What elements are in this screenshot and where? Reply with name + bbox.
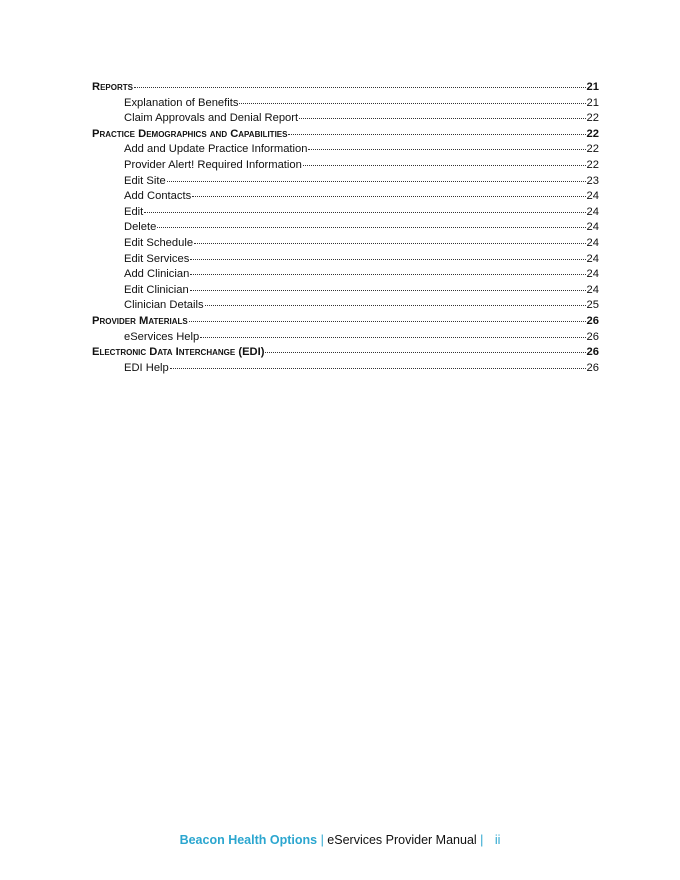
toc-entry-title: Edit Clinician bbox=[124, 283, 189, 296]
toc-page-number: 24 bbox=[586, 205, 599, 218]
table-of-contents bbox=[92, 80, 599, 376]
toc-leader-dots bbox=[157, 226, 585, 228]
toc-leader-dots bbox=[190, 289, 586, 291]
toc-leader-dots bbox=[200, 336, 585, 338]
footer-brand: Beacon Health Options bbox=[179, 833, 318, 847]
toc-page-number: 23 bbox=[586, 174, 599, 187]
toc-page-number: 22 bbox=[586, 158, 599, 171]
toc-section-entry[interactable] bbox=[92, 127, 599, 143]
toc-entry-title: Add Contacts bbox=[124, 190, 192, 203]
toc-leader-dots bbox=[239, 102, 585, 104]
toc-page-number: 21 bbox=[586, 81, 599, 93]
toc-page-number: 22 bbox=[586, 127, 599, 140]
toc-entry-title: Electronic Data Interchange (EDI) bbox=[92, 346, 265, 359]
toc-page-number: 26 bbox=[586, 330, 599, 343]
toc-entry-title: Edit Services bbox=[124, 252, 190, 265]
toc-page-number: 25 bbox=[586, 299, 599, 312]
toc-section-entry[interactable] bbox=[92, 80, 599, 96]
toc-page-number: 24 bbox=[586, 190, 599, 203]
toc-entry[interactable] bbox=[92, 236, 599, 252]
toc-leader-dots bbox=[288, 133, 585, 135]
toc-leader-dots bbox=[265, 351, 585, 353]
toc-entry-title: Edit bbox=[124, 205, 144, 218]
toc-entry-title: Clinician Details bbox=[124, 299, 204, 312]
toc-page-number: 24 bbox=[586, 268, 599, 281]
toc-leader-dots bbox=[194, 242, 586, 244]
footer-separator: | bbox=[317, 833, 328, 847]
toc-leader-dots bbox=[144, 211, 585, 213]
toc-entry-title: eServices Help bbox=[124, 330, 200, 343]
toc-entry-title: Claim Approvals and Denial Report bbox=[124, 112, 299, 125]
toc-leader-dots bbox=[134, 86, 586, 88]
toc-section-entry[interactable] bbox=[92, 314, 599, 330]
footer-page-number: ii bbox=[494, 833, 501, 847]
toc-entry[interactable] bbox=[92, 220, 599, 236]
toc-entry[interactable] bbox=[92, 96, 599, 112]
toc-page-number: 24 bbox=[586, 221, 599, 234]
toc-entry[interactable] bbox=[92, 111, 599, 127]
toc-entry-title: Explanation of Benefits bbox=[124, 96, 239, 109]
toc-page-number: 26 bbox=[586, 346, 599, 359]
toc-page-number: 22 bbox=[586, 112, 599, 125]
toc-entry-title: Add and Update Practice Information bbox=[124, 143, 308, 156]
toc-leader-dots bbox=[192, 195, 585, 197]
toc-leader-dots bbox=[205, 304, 586, 306]
toc-page-number: 24 bbox=[586, 252, 599, 265]
toc-entry[interactable] bbox=[92, 158, 599, 174]
toc-entry[interactable] bbox=[92, 252, 599, 268]
toc-page-number: 26 bbox=[586, 361, 599, 374]
toc-leader-dots bbox=[308, 148, 585, 150]
toc-entry-title: Add Clinician bbox=[124, 268, 190, 281]
toc-entry[interactable] bbox=[92, 361, 599, 377]
toc-page-number: 24 bbox=[586, 283, 599, 296]
footer-separator: | bbox=[476, 833, 487, 847]
toc-entry-title: Practice Demographics and Capabilities bbox=[92, 127, 288, 140]
toc-entry-title: Edit Site bbox=[124, 174, 166, 187]
toc-entry[interactable] bbox=[92, 142, 599, 158]
toc-entry-title: Provider Materials bbox=[92, 314, 188, 327]
toc-page-number: 22 bbox=[586, 143, 599, 156]
toc-entry[interactable] bbox=[92, 205, 599, 221]
toc-leader-dots bbox=[170, 367, 586, 369]
toc-entry[interactable] bbox=[92, 298, 599, 314]
toc-entry-title: Provider Alert! Required Information bbox=[124, 158, 302, 171]
toc-entry[interactable] bbox=[92, 330, 599, 346]
toc-entry[interactable] bbox=[92, 283, 599, 299]
toc-page-number: 24 bbox=[586, 236, 599, 249]
toc-entry[interactable] bbox=[92, 174, 599, 190]
footer-manual-title: eServices Provider Manual bbox=[327, 833, 477, 847]
toc-leader-dots bbox=[167, 180, 586, 182]
toc-page-number: 21 bbox=[586, 96, 599, 109]
toc-page-number: 26 bbox=[586, 314, 599, 327]
toc-entry-title: EDI Help bbox=[124, 361, 169, 374]
toc-entry[interactable] bbox=[92, 267, 599, 283]
toc-entry[interactable] bbox=[92, 189, 599, 205]
toc-entry-title: Delete bbox=[124, 221, 157, 234]
toc-leader-dots bbox=[299, 117, 585, 119]
toc-entry-title: Reports bbox=[92, 81, 133, 93]
toc-section-entry[interactable] bbox=[92, 345, 599, 361]
toc-leader-dots bbox=[190, 258, 585, 260]
toc-leader-dots bbox=[189, 320, 586, 322]
page-footer bbox=[0, 833, 680, 847]
toc-leader-dots bbox=[190, 273, 585, 275]
toc-leader-dots bbox=[303, 164, 586, 166]
toc-entry-title: Edit Schedule bbox=[124, 236, 194, 249]
